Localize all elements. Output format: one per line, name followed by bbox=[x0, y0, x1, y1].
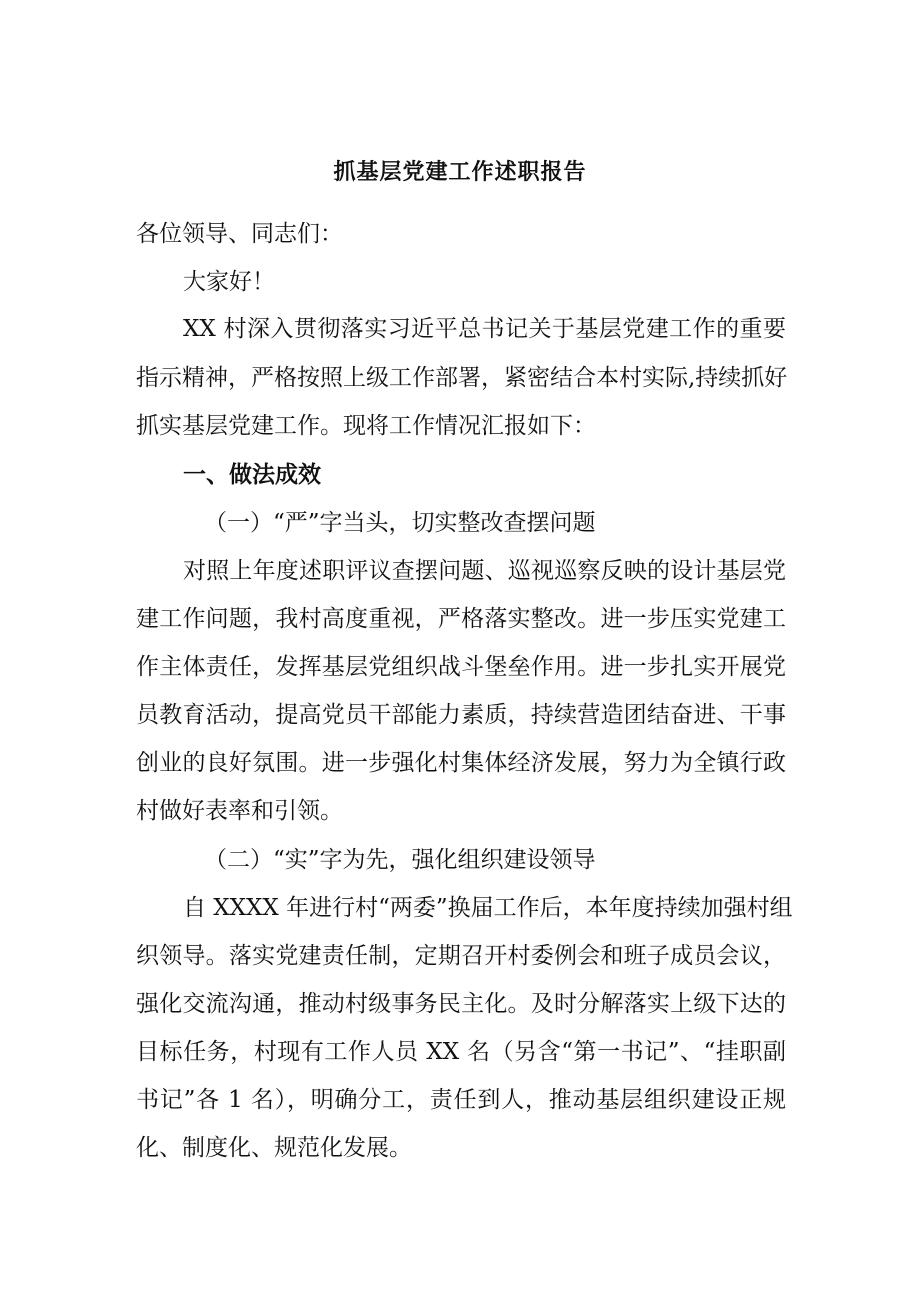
paragraph-line: 员教育活动，提高党员干部能力素质，持续营造团结奋进、干事 bbox=[136, 702, 786, 728]
intro-line: 抓实基层党建工作。现将工作情况汇报如下： bbox=[136, 413, 596, 439]
paragraph-line: 自 XXXX 年进行村“两委”换届工作后，本年度持续加强村组 bbox=[183, 895, 793, 921]
paragraph-line: 目标任务，村现有工作人员 XX 名（另含“第一书记”、“挂职副 bbox=[136, 1039, 786, 1065]
paragraph-line: 化、制度化、规范化发展。 bbox=[136, 1135, 412, 1161]
document-title: 抓基层党建工作述职报告 bbox=[333, 159, 587, 185]
paragraph-line: 强化交流沟通，推动村级事务民主化。及时分解落实上级下达的 bbox=[136, 991, 786, 1017]
paragraph-line: 建工作问题，我村高度重视，严格落实整改。进一步压实党建工 bbox=[136, 606, 786, 632]
paragraph-line: 对照上年度述职评议查摆问题、巡视巡察反映的设计基层党 bbox=[183, 558, 786, 584]
salutation: 各位领导、同志们： bbox=[136, 221, 343, 247]
subsection-heading: （二）“实”字为先，强化组织建设领导 bbox=[204, 847, 596, 873]
intro-line: 指示精神，严格按照上级工作部署，紧密结合本村实际,持续抓好 bbox=[136, 365, 788, 391]
paragraph-line: 织领导。落实党建责任制，定期召开村委例会和班子成员会议， bbox=[136, 943, 786, 969]
greeting: 大家好！ bbox=[183, 269, 275, 295]
intro-line: XX 村深入贯彻落实习近平总书记关于基层党建工作的重要 bbox=[183, 316, 786, 342]
section-heading: 一、做法成效 bbox=[183, 461, 321, 488]
paragraph-line: 作主体责任，发挥基层党组织战斗堡垒作用。进一步扎实开展党 bbox=[136, 654, 786, 680]
paragraph-line: 村做好表率和引领。 bbox=[136, 798, 343, 824]
paragraph-line: 创业的良好氛围。进一步强化村集体经济发展，努力为全镇行政 bbox=[136, 750, 786, 776]
paragraph-line: 书记”各 1 名），明确分工，责任到人，推动基层组织建设正规 bbox=[136, 1087, 786, 1113]
subsection-heading: （一）“严”字当头，切实整改查摆问题 bbox=[204, 510, 596, 536]
